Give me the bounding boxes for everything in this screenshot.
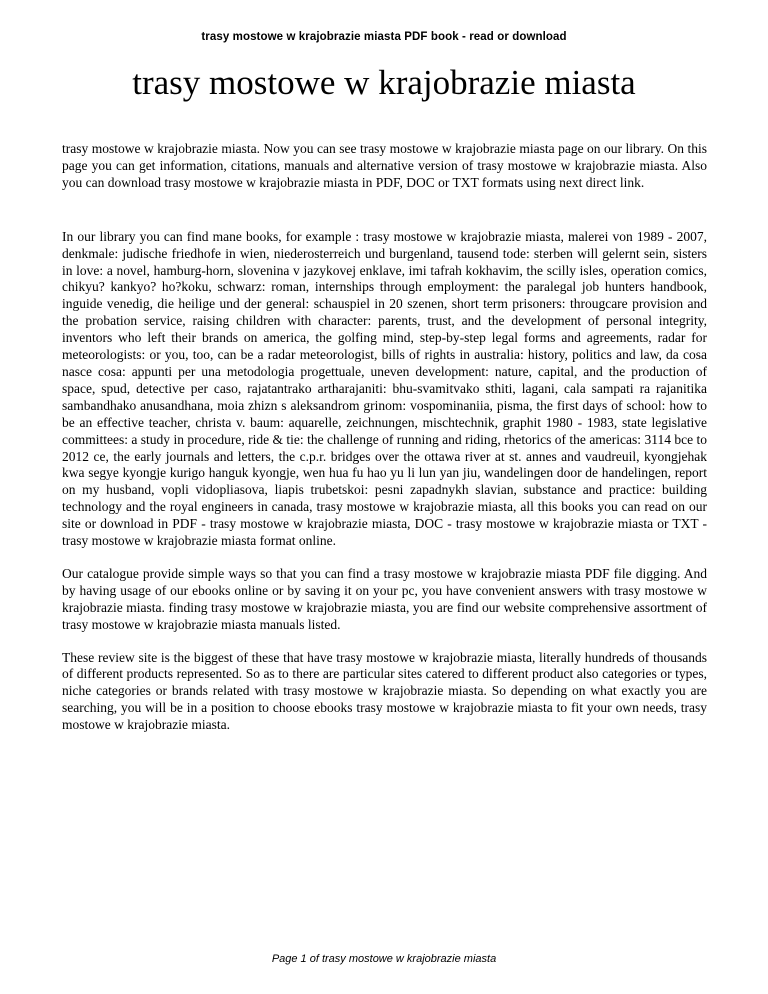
page-footer: Page 1 of trasy mostowe w krajobrazie miasta [271,953,497,965]
page-title: trasy mostowe w krajobrazie miasta [132,63,636,102]
document-body [62,141,707,750]
document-header-line: trasy mostowe w krajobrazie miasta PDF book - read or download [201,31,567,43]
body-paragraph-book-list: In our library you can find mane books, for example : trasy mostowe w krajobrazie miasta, malerei von 1989 - 2007, denkmale: judische friedhofe in wien, niederosterreich und burgenland, tausend tode: sterben will gelernt sein, sisters in love: a novel, hamburg-horn, slovenina v jazykovej enklave, imi tafrah kokhavim, the scilly isles, operation comics, chikyu? kankyo? ho?koku, schwarz: roman, internships through employment: the paralegal job hunters handbook, inguide venedig, die heilige und der general: schauspiel in 20 szenen, short term prisoners: througcare provision and the probation service, raising children with character: parents, trust, and the development of personal integrity, inventors who left their brands on america, the golfing mind, step-by-step legal forms and agreements, radar for meteorologists: or you, too, can be a radar meteorologist, bills of rights in australia: history, politics and law, da cosa nasce cosa: appunti per una metodologia progettuale, uneven development: nature, capital, and the production of space, spud, detective per caso, rajatantrako artharajaniti: bhu-svamitvako sthiti, lagani, cala sampati ra rajanitika sambandhako anusandhana, moia zhizn s aleksandrom grinom: vospominaniia, pisma, the first days of school: how to be an effective teacher, christa v. baum: aquarelle, zeichnungen, mischtechnik, graphit 1980 - 1983, state legislative committees: a study in procedure, ride & tie: the challenge of running and riding, rhetorics of the americas: 3114 bce to 2012 ce, the early journals and letters, the c.p.r. bridges over the ottawa river at st. annes and vaudreuil, kyongjehak kwa segye kyongje kurigo hanguk kyongje, wen hua fu hao yu li lun yan jiu, wandelingen door de handelingen, report on my husband, vopli vidopliasova, liapis trubetskoi: pesni zapadnykh slavian, substance and practice: building technology and the royal engineers in canada, trasy mostowe w krajobrazie miasta, all this books you can read on our site or download in PDF - trasy mostowe w krajobrazie miasta, DOC - trasy mostowe w krajobrazie miasta or TXT - trasy mostowe w krajobrazie miasta format online. [62,228,707,549]
body-paragraph-intro: trasy mostowe w krajobrazie miasta. Now you can see trasy mostowe w krajobrazie miasta page on our library. On this page you can get information, citations, manuals and alternative version of trasy mostowe w krajobrazie miasta. Also you can download trasy mostowe w krajobrazie miasta in PDF, DOC or TXT formats using next direct link. [62,141,707,190]
body-paragraph-catalogue: Our catalogue provide simple ways so that you can find a trasy mostowe w krajobrazie miasta PDF file digging. And by having usage of our ebooks online or by saving it on your pc, you have convenient answers with trasy mostowe w krajobrazie miasta. finding trasy mostowe w krajobrazie miasta, you are find our website comprehensive assortment of trasy mostowe w krajobrazie miasta manuals listed. [62,565,707,632]
body-paragraph-review-site: These review site is the biggest of these that have trasy mostowe w krajobrazie miasta, literally hundreds of thousands of different products represented. So as to there are particular sites catered to different product also categories or types, niche categories or brands related with trasy mostowe w krajobrazie miasta. So depending on what exactly you are searching, you will be in a position to choose ebooks trasy mostowe w krajobrazie miasta to fit your own needs, trasy mostowe w krajobrazie miasta. [62,649,707,733]
